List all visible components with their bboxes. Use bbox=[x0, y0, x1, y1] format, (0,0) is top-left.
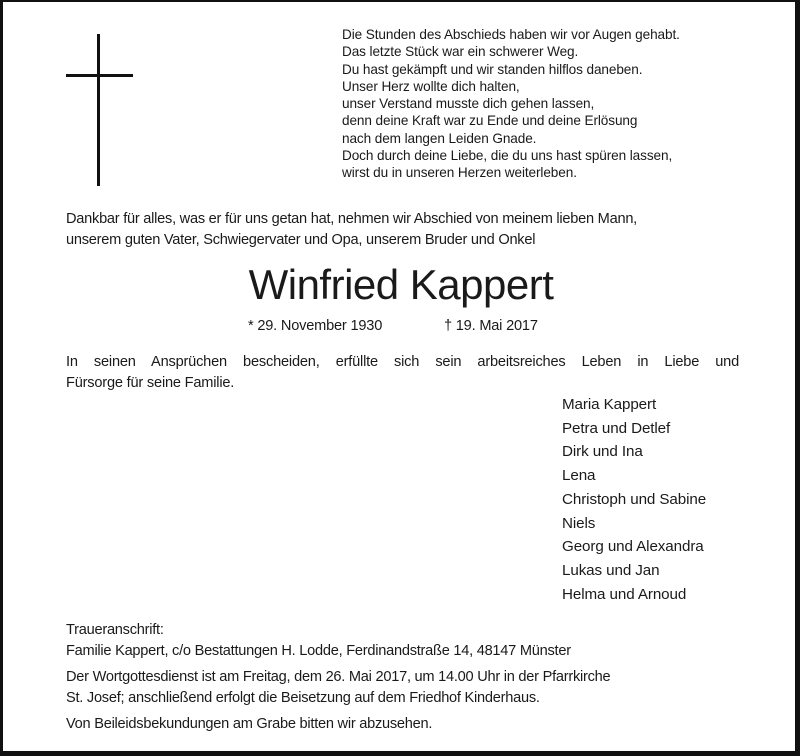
service-line: Der Wortgottesdienst ist am Freitag, dem 26. Mai 2017, um 14.00 Uhr in der Pfarrkirche bbox=[66, 669, 611, 685]
mourners-list bbox=[562, 393, 706, 606]
mourner: Niels bbox=[562, 514, 596, 532]
cross-horizontal-bar bbox=[66, 74, 133, 77]
mourning-address bbox=[66, 620, 571, 661]
closing-note: Von Beileidsbekundungen am Grabe bitten wir abzusehen. bbox=[66, 716, 433, 732]
mourner: Helma und Arnoud bbox=[562, 585, 687, 603]
deceased-name bbox=[3, 260, 800, 310]
mourner: Christoph und Sabine bbox=[562, 490, 707, 508]
death-date: † 19. Mai 2017 bbox=[444, 318, 538, 334]
tribute-line: Fürsorge für seine Familie. bbox=[66, 375, 235, 391]
poem-line: nach dem langen Leiden Gnade. bbox=[342, 130, 537, 146]
poem-line: denn deine Kraft war zu Ende und deine Erlösung bbox=[342, 113, 638, 129]
poem-line: Doch durch deine Liebe, die du uns hast spüren lassen, bbox=[342, 148, 673, 164]
deceased-name-text: Winfried Kappert bbox=[248, 261, 554, 308]
service-info bbox=[66, 667, 610, 708]
intro-line: unserem guten Vater, Schwiegervater und Opa, unserem Bruder und Onkel bbox=[66, 232, 536, 248]
life-dates bbox=[248, 316, 538, 336]
address-value: Familie Kappert, c/o Bestattungen H. Lodde, Ferdinandstraße 14, 48147 Münster bbox=[66, 642, 571, 659]
poem-line: Du hast gekämpft und wir standen hilflos daneben. bbox=[342, 61, 643, 77]
mourner: Dirk und Ina bbox=[562, 443, 643, 461]
mourner: Lukas und Jan bbox=[562, 561, 660, 579]
poem-line: Unser Herz wollte dich halten, bbox=[342, 78, 520, 94]
address-label: Traueranschrift: bbox=[66, 622, 164, 638]
mourner: Lena bbox=[562, 467, 596, 485]
mourner: Georg und Alexandra bbox=[562, 538, 704, 556]
memorial-poem bbox=[342, 26, 680, 182]
mourner: Maria Kappert bbox=[562, 396, 657, 413]
birth-date: * 29. November 1930 bbox=[248, 318, 383, 334]
intro-line: Dankbar für alles, was er für uns getan hat, nehmen wir Abschied von meinem lieben Mann, bbox=[66, 211, 637, 227]
tribute-line: In seinen Ansprüchen bescheiden, erfüllte sich sein arbeitsreiches Leben in Liebe und bbox=[66, 354, 739, 370]
intro-text bbox=[66, 209, 766, 251]
poem-line: unser Verstand musste dich gehen lassen, bbox=[342, 96, 595, 112]
poem-line: Das letzte Stück war ein schwerer Weg. bbox=[342, 44, 579, 60]
poem-line: Die Stunden des Abschieds haben wir vor Augen gehabt. bbox=[342, 27, 680, 42]
mourner: Petra und Detlef bbox=[562, 419, 671, 437]
tribute-text bbox=[66, 352, 739, 394]
cross-vertical-bar bbox=[97, 34, 100, 186]
service-line: St. Josef; anschließend erfolgt die Beisetzung auf dem Friedhof Kinderhaus. bbox=[66, 689, 540, 706]
poem-line: wirst du in unseren Herzen weiterleben. bbox=[342, 165, 577, 181]
